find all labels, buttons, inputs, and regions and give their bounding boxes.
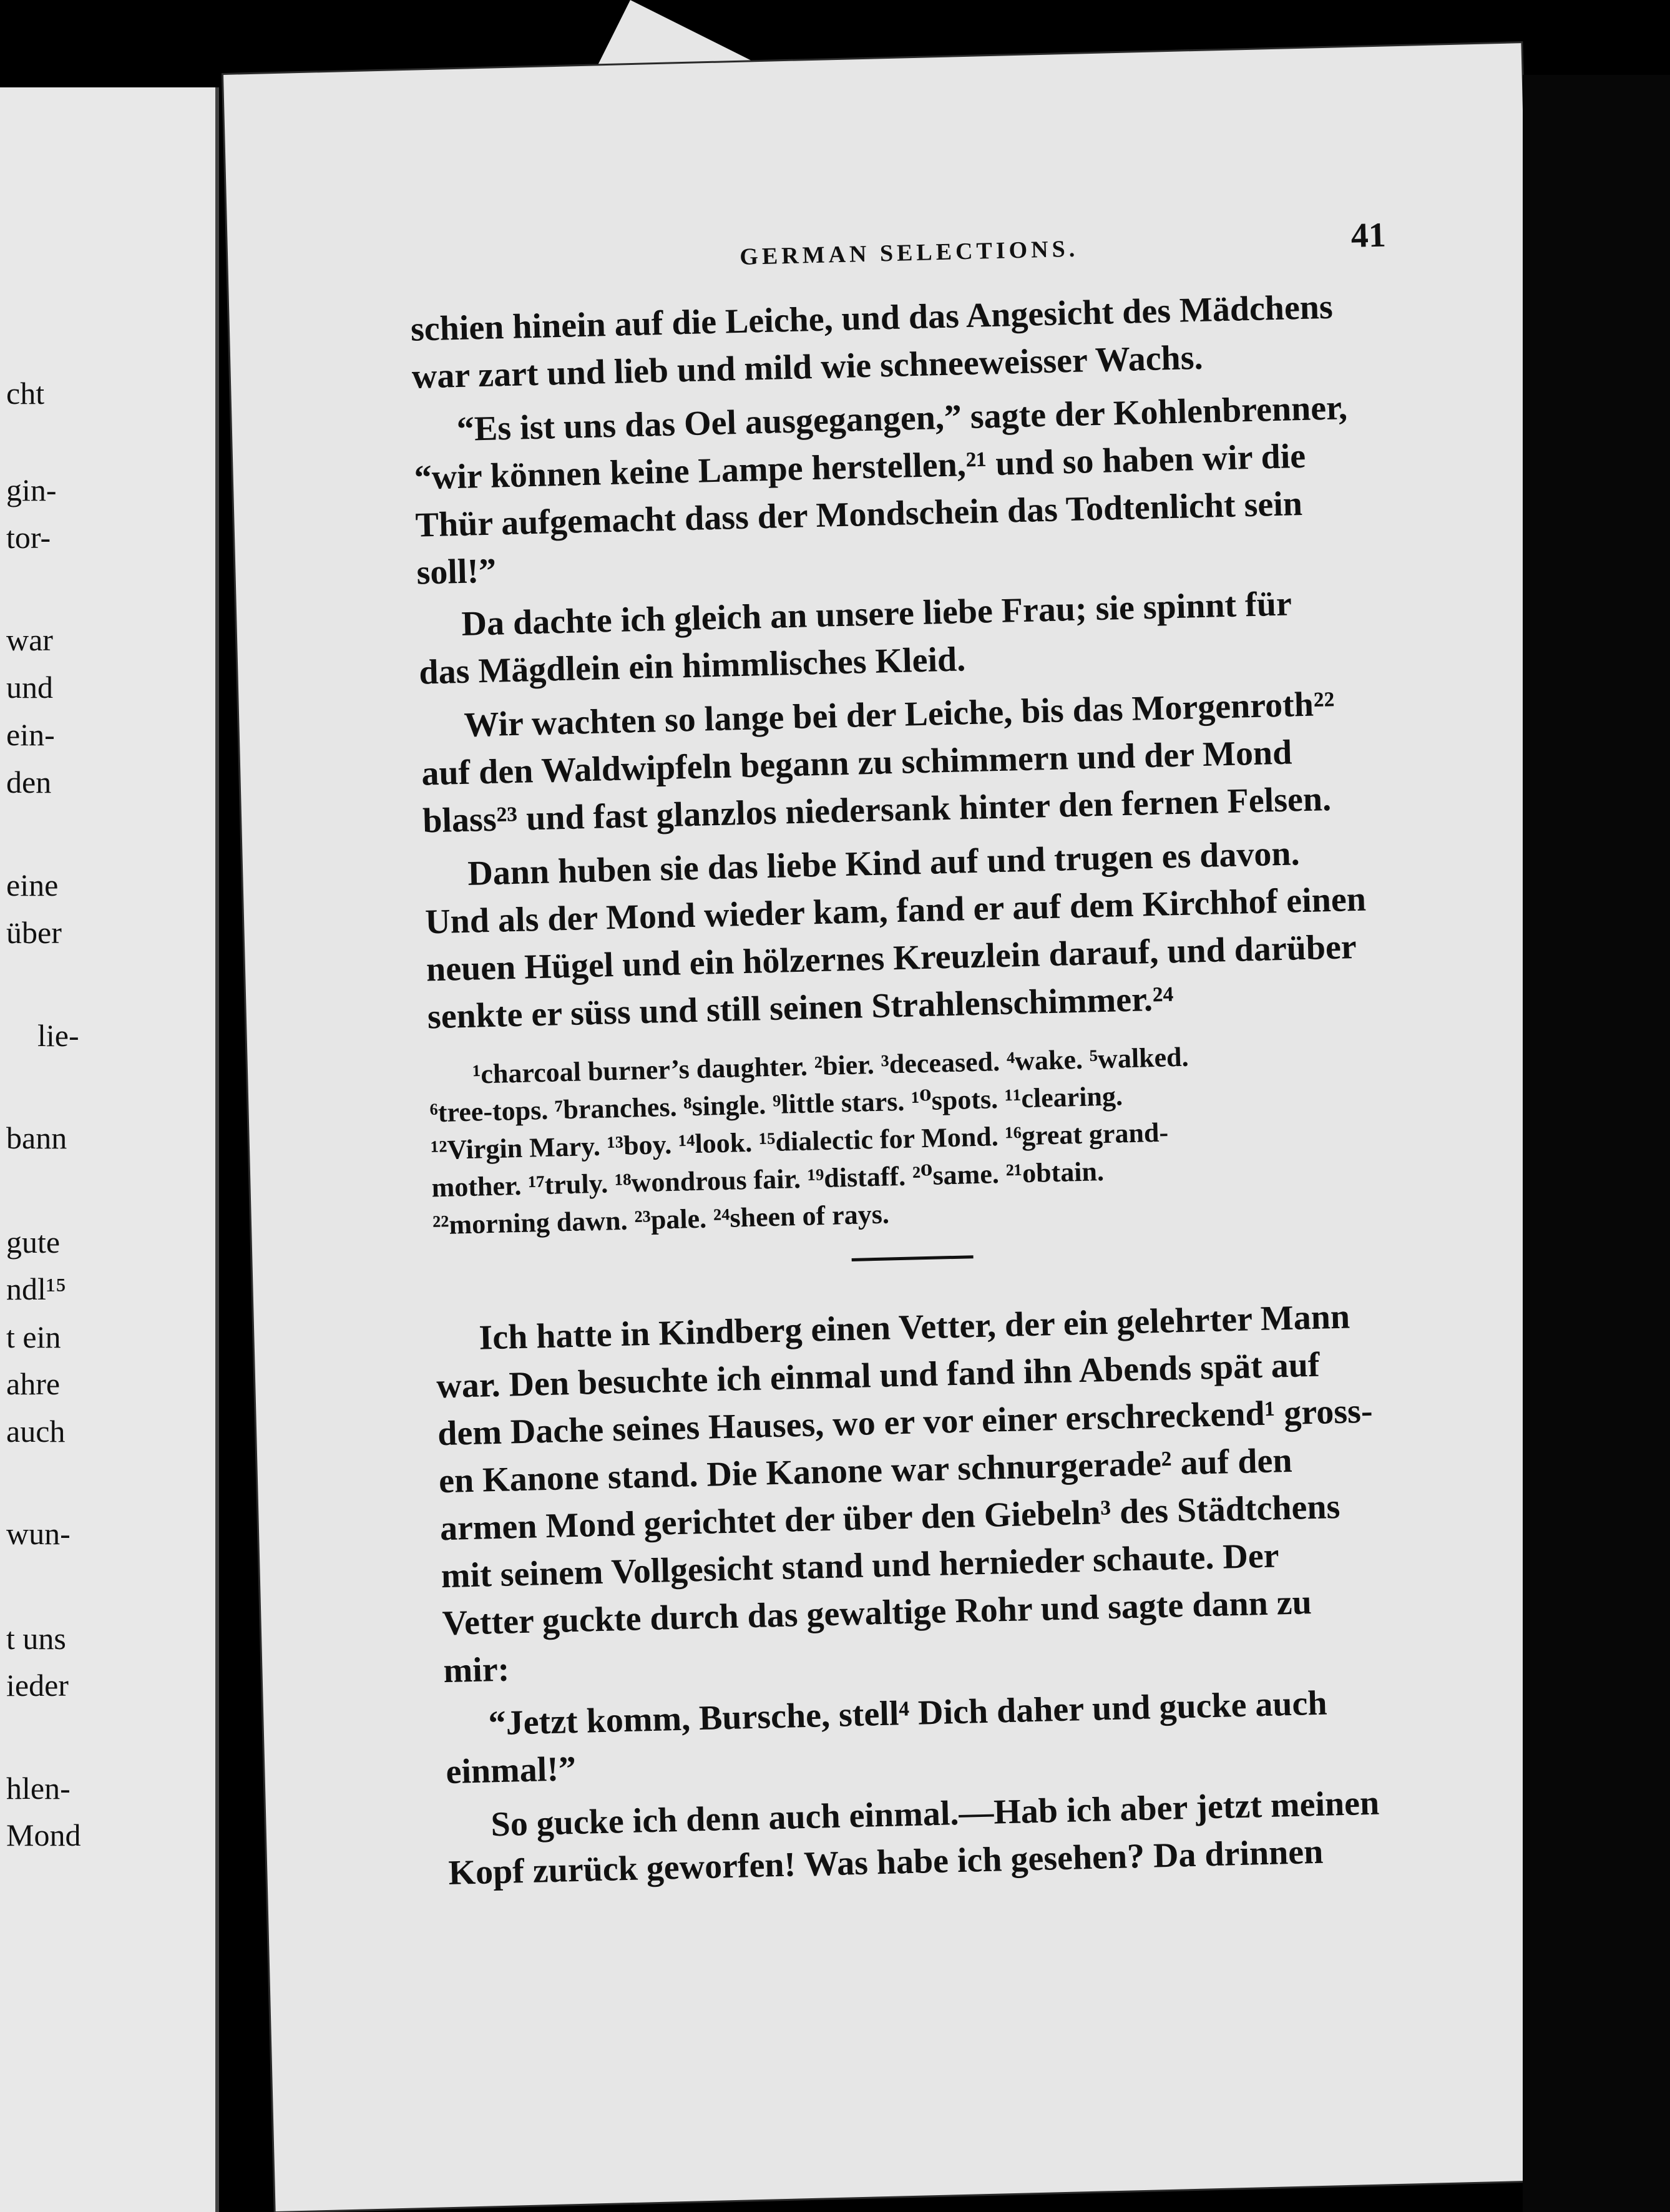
left-fragment: wun-	[6, 1516, 71, 1551]
left-fragment: den	[6, 765, 52, 800]
footnote-line: ¹charcoal burner’s daughter. ²bier. ³deceased. ⁴wake. ⁵walked.	[472, 1041, 1189, 1090]
left-fragment: t ein	[6, 1319, 61, 1354]
left-fragment: und	[6, 670, 53, 705]
text-line: war zart und lieb und mild wie schneeweisser Wachs.	[411, 338, 1204, 396]
left-fragment: cht	[6, 376, 45, 411]
text-line: Und als der Mond wieder kam, fand er auf dem Kirchhof einen	[424, 879, 1367, 942]
text-line: dem Dache seines Hauses, wo er vor einer erschreckend¹ gross-	[437, 1391, 1374, 1454]
text-line: Wir wachten so lange bei der Leiche, bis das Morgenroth²²	[463, 684, 1336, 745]
left-fragment: eine	[6, 868, 59, 903]
left-fragment: über	[6, 915, 62, 950]
text-line: das Mägdlein ein himmlisches Kleid.	[418, 640, 966, 692]
right-page	[223, 43, 1573, 2211]
footnote-line: ¹²Virgin Mary. ¹³boy. ¹⁴look. ¹⁵dialectic for Mond. ¹⁶great grand-	[430, 1117, 1169, 1166]
text-line: schien hinein auf die Leiche, und das Angesicht des Mädchens	[410, 287, 1334, 349]
left-fragment: ndl¹⁵	[6, 1271, 67, 1306]
text-line: Dann huben sie das liebe Kind auf und trugen es davon.	[467, 834, 1301, 893]
text-line: auf den Waldwipfeln begann zu schimmern und der Mond	[421, 733, 1292, 793]
left-fragment: t uns	[6, 1621, 66, 1656]
text-line: Da dachte ich gleich an unsere liebe Frau; sie spinnt für	[461, 584, 1292, 644]
text-line: So gucke ich denn auch einmal.—Hab ich aber jetzt meinen	[490, 1783, 1380, 1844]
text-line: mit seinem Vollgesicht stand und hernieder schaute. Der	[441, 1536, 1280, 1596]
left-fragment: bann	[6, 1120, 67, 1155]
footnote-line: mother. ¹⁷truly. ¹⁸wondrous fair. ¹⁹distaff. ²⁰same. ²¹obtain.	[431, 1156, 1105, 1203]
book-edge	[1523, 75, 1670, 2212]
left-fragment: tor-	[6, 520, 51, 555]
text-line: soll!”	[416, 551, 497, 592]
text-line: “wir können keine Lampe herstellen,²¹ und so haben wir die	[414, 436, 1306, 497]
page-header	[228, 212, 1526, 293]
text-line: mir:	[442, 1650, 510, 1691]
text-line: “Es ist uns das Oel ausgegangen,” sagte der Kohlenbrenner,	[456, 388, 1348, 449]
left-fragment: ein-	[6, 717, 55, 752]
left-page	[0, 87, 219, 2212]
left-fragment: war	[6, 622, 53, 657]
text-line: “Jetzt komm, Bursche, stell⁴ Dich daher und gucke auch	[487, 1683, 1328, 1743]
footnote-line: ²²morning dawn. ²³pale. ²⁴sheen of rays.	[432, 1198, 890, 1241]
text-line: blass²³ und fast glanzlos niedersank hinter den fernen Felsen.	[422, 779, 1332, 841]
text-line: senkte er süss und still seinen Strahlenschimmer.²⁴	[427, 979, 1174, 1037]
left-fragment: lie-	[37, 1018, 79, 1053]
text-line: Kopf zurück geworfen! Was habe ich gesehen? Da drinnen	[447, 1832, 1324, 1893]
running-title: GERMAN SELECTIONS.	[739, 235, 1079, 270]
page-number: 41	[1350, 215, 1387, 255]
left-fragment: ahre	[6, 1366, 61, 1401]
left-fragment: auch	[6, 1414, 66, 1449]
left-fragment: gute	[6, 1225, 61, 1260]
text-line: einmal!”	[445, 1750, 577, 1792]
footnote-line: ⁶tree-tops. ⁷branches. ⁸single. ⁹little stars. ¹⁰spots. ¹¹clearing.	[429, 1080, 1123, 1128]
text-line: armen Mond gerichtet der über den Giebeln³ des Städtchens	[439, 1487, 1341, 1549]
left-fragment: Mond	[6, 1818, 81, 1852]
section-divider	[852, 1255, 974, 1261]
text-line: war. Den besuchte ich einmal und fand ihn Abends spät auf	[436, 1345, 1321, 1406]
text-line: neuen Hügel und ein hölzernes Kreuzlein darauf, und darüber	[426, 927, 1357, 989]
text-line: Vetter guckte durch das gewaltige Rohr und sagte dann zu	[441, 1583, 1312, 1643]
left-fragment: hlen-	[6, 1771, 71, 1806]
text-line: en Kanone stand. Die Kanone war schnurgerade² auf den	[438, 1441, 1293, 1501]
left-fragment: gin-	[6, 472, 57, 507]
text-line: Thür aufgemacht dass der Mondschein das Todtenlicht sein	[414, 484, 1303, 545]
text-line: Ich hatte in Kindberg einen Vetter, der ein gelehrter Mann	[478, 1297, 1350, 1358]
left-fragment: ieder	[6, 1668, 69, 1703]
